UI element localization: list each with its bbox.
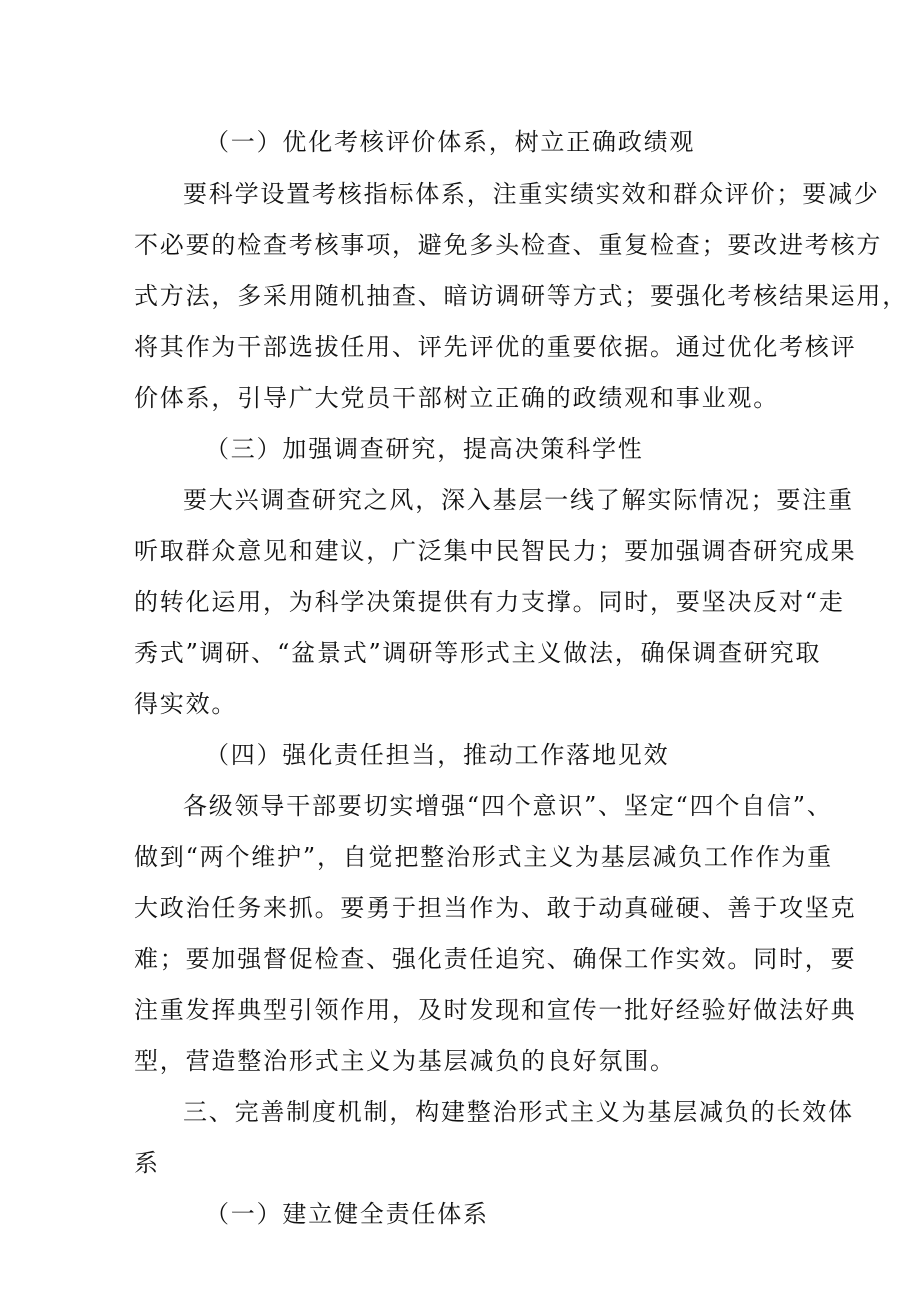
paragraph-line: 价体系，引导广大党员干部树立正确的政绩观和事业观。 xyxy=(134,384,779,412)
paragraph-line: 大政治任务来抓。要勇于担当作为、敢于动真碰硬、善于攻坚克 xyxy=(134,894,857,922)
paragraph-line: 不必要的检查考核事项，避免多头检查、重复检查；要改进考核方 xyxy=(134,231,883,259)
part-heading-continuation: 系 xyxy=(134,1149,160,1177)
paragraph-line: 听取群众意见和建议，广泛集中民智民力；要加强调杳研究成果 xyxy=(134,537,857,565)
paragraph-line: 要科学设置考核指标体系，注重实绩实效和群众评价；要减少 xyxy=(183,180,880,208)
paragraph-line: 式方法，多采用随机抽查、暗访调研等方式；要强化考核结果运用， xyxy=(134,282,908,310)
paragraph-line: 秀式”调研、“盆景式”调研等形式主义做法，确保调查研究取 xyxy=(134,639,822,667)
part-heading: 三、完善制度机制，构建整治形式主义为基层减负的长效体 xyxy=(183,1098,854,1126)
paragraph-line: 注重发挥典型引领作用，及时发现和宣传一批好经验好做法好典 xyxy=(134,996,857,1024)
section-heading: （四）强化责任担当，推动工作落地见效 xyxy=(205,741,670,769)
paragraph-line: 难；要加强督促检查、强化责任追究、确保工作实效。同时，要 xyxy=(134,945,857,973)
paragraph-line: 将其作为干部选拔任用、评先评优的重要依据。通过优化考核评 xyxy=(134,333,857,361)
paragraph-line: 型，营造整治形式主义为基层减负的良好氛围。 xyxy=(134,1047,676,1075)
section-heading: （一）建立健全责任体系 xyxy=(205,1200,489,1228)
paragraph-line: 做到“两个维护”，自觉把整治形式主义为基层减负工作作为重 xyxy=(134,843,833,871)
paragraph-line: 的转化运用，为科学决策提供有力支撑。同时，要坚决反对“走 xyxy=(134,588,845,616)
paragraph-line: 要大兴调查研究之风，深入基层一线了解实际情况；要注重 xyxy=(183,486,854,514)
paragraph-line: 各级领导干部要切实增强“四个意识”、坚定“四个自信”、 xyxy=(183,792,833,820)
section-heading: （一）优化考核评价体系，树立正确政绩观 xyxy=(205,128,696,156)
paragraph-line: 得实效。 xyxy=(134,690,238,718)
section-heading: （三）加强调查研究，提高决策科学性 xyxy=(205,435,644,463)
